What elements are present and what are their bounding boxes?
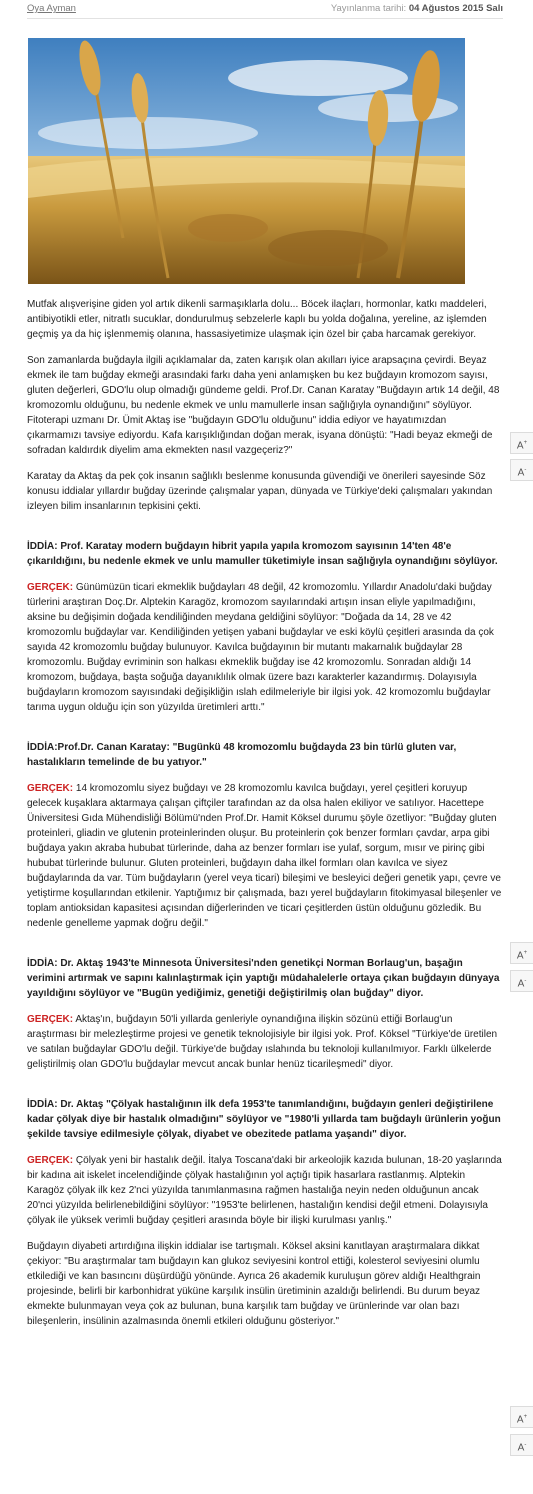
font-decrease-button[interactable] [510, 970, 533, 992]
font-increase-sign: + [523, 950, 528, 956]
claim-heading: İDDİA: Prof. Karatay modern buğdayın hibrit yapıla yapıla kromozom sayısının 14'ten 48'e çıkarıldığını, bu nedenle ekmek ve unlu mamuller tüketimiyle insan sağlığıyla oynandığını söylüyor. [27, 541, 498, 567]
publish-date [331, 3, 503, 14]
section-gap [27, 1083, 503, 1097]
article-body [27, 297, 503, 1340]
fact-text: Çölyak yeni bir hastalık değil. İtalya Toscana'daki bir arkeolojik kazıda bulunan, 18-20 yaşlarında bir kadına ait iskelet incelendiğinde çölyak hastalığının yol açtığı tipik hasarlara rastlanmış. Alptekin Karagöz çölyak ilk kez 2'nci yüzyılda tanımlanmasına rağmen hastalığa neyin neden olduğunun ancak 20'nci yüzyılda belirlenebildiğini söylüyor: "1953'te belirlenen, hastalığın kendisi değil etmeni. Dolayısıyla çölyak ile yüksek verimli buğday çeşitleri arasında böyle bir ilişki kurulması yanlış." [27, 1155, 502, 1226]
font-decrease-label: A [517, 1442, 525, 1454]
section-gap [27, 942, 503, 956]
font-increase-label: A [516, 440, 524, 452]
fact-label: GERÇEK: [27, 783, 74, 794]
claim-heading: İDDİA: Dr. Aktaş 1943'te Minnesota Üniversitesi'nden genetikçi Norman Borlaug'un, başağın verimini artırmak ve sapını kalınlaştırmak için yaptığı müdahalelerle ortaya çıkan buğdayın dünyaya yayıldığını söylüyor ve "Bugün yediğimiz, genetiği değiştirilmiş olan buğday" diyor. [27, 958, 500, 999]
font-increase-button[interactable] [510, 432, 533, 454]
header-divider [27, 18, 503, 19]
fact-paragraph [27, 781, 503, 931]
font-increase-button[interactable] [510, 1406, 533, 1428]
fact-paragraph [27, 1153, 503, 1228]
wheat-field-photo [28, 38, 465, 284]
article-paragraph: Son zamanlarda buğdayla ilgili açıklamalar da, zaten karışık olan akılları iyice arapsaçına çevirdi. Beyaz ekmek ile tam buğday ekmeği arasındaki farkı daha yeni anlamışken bu kez buğdayın kromozom sayısı, gluten değerleri, GDO'lu olup olmadığı gündeme geldi. Prof.Dr. Canan Karatay "Buğdayın artık 14 değil, 48 kromozomlu olduğunu, bu nedenle ekmek ve unlu mamullerle insan sağlığıyla oynandığını" söylüyor. Fitoterapi uzmanı Dr. Ümit Aktaş ise "buğdayın GDO'lu olduğunu" iddia ediyor ve hayatımızdan çıkarmamızı tavsiye ediyordu. Kafa karışıklığından doğan merak, isyana dönüştü: "Hadi beyaz ekmeği de sofradan kaldırdık diyelim ama ekmekten nasıl vazgeçeriz?" [27, 355, 500, 456]
claim-heading: İDDİA:Prof.Dr. Canan Karatay: "Bugünkü 48 kromozomlu buğdayda 23 bin türlü gluten var, hastalıkların temelinde de bu yatıyor." [27, 742, 457, 768]
font-increase-button[interactable] [510, 942, 533, 964]
font-increase-sign: + [523, 1414, 528, 1420]
fact-text: 14 kromozomlu siyez buğdayı ve 28 kromozomlu kavılca buğdayı, yerel çeşitleri koruyup gelecek kuşaklara aktarmaya çalışan çiftçiler tarafından az da olsa halen ekiliyor ve satılıyor. Hacettepe Üniversitesi Gıda Mühendisliği Bölümü'nden Prof.Dr. Hamit Köksel durumu şöyle özetliyor: "Buğday gluten proteinleri, gliadin ve glutenin proteinlerinden oluşur. Bu proteinlerin çok benzer formları çavdar, arpa gibi buğdaya yakın akraba hububat türlerinde, daha az benzer formları ise yulaf, sorgum, mısır ve pirinç gibi hububat türlerinde bulunur. Gluten proteinleri, buğdayın daha ilkel formları olan kavılca ve siyez buğdaylarında da var. Tüm buğdayların (yerel veya ticari) bileşimi ve besleyici değeri genetik yapı, çevre ve yetiştirme koşullarından etkilenir. Yaptığımız bir çalışmada, bazı yerel buğdayların fitokimyasal bileşenler ve toplam antioksidan kapasitesi açısından diğerlerinden ve ticari çeşitlerden üstün olduğunu gözledik. Bu nedenle genelleme yapmak doğru değil." [27, 783, 502, 929]
article-paragraph: Buğdayın diyabeti artırdığına ilişkin iddialar ise tartışmalı. Köksel aksini kanıtlayan araştırmalara dikkat çekiyor: "Bu araştırmalar tam buğdayın kan glukoz seviyesini kontrol ettiği, kolesterol seviyesini olumlu etkilediği ve kan basıncını düşürdüğü yönünde. Ayrıca 26 akademik kuruluşun görev aldığı Healthgrain projesinde, belirli bir karbonhidrat yüküne karşılık insülin üretiminin azaldığı belirlendi. Bu durum beyaz ekmekte bulunmayan veya çok az bulunan, buna karşılık tam buğday ve ürünlerinde var olan bazı bileşenlerin, insülinin azalmasında önemli etkileri olduğunu gösteriyor." [27, 1241, 481, 1327]
article-paragraph: Mutfak alışverişine giden yol artık dikenli sarmaşıklarla dolu... Böcek ilaçları, hormonlar, katkı maddeleri, antibiyotikli etler, nitratlı sucuklar, dondurulmuş sebzelerle kaplı bu yolda doğalına, yereline, az işlemden geçmiş ya da hiç işlenmemiş olanına, hassasiyetimize ulaşmak için özel bir çaba harcamak gerekiyor. [27, 299, 487, 340]
font-decrease-label: A [517, 978, 525, 990]
fact-paragraph [27, 1012, 503, 1072]
publish-date-label: Yayınlanma tarihi: [330, 3, 407, 14]
claim-heading: İDDİA: Dr. Aktaş "Çölyak hastalığının ilk defa 1953'te tanımlandığını, buğdayın genleri değiştirilene kadar çölyak diye bir hastalık olmadığını" söylüyor ve "1980'li yıllarda tam buğdaylı ürünlerin yoğun şekilde tavsiye edilmesiyle çölyak, diyabet ve obezitede patlama yaşandı" diyor. [27, 1099, 501, 1140]
author-link[interactable]: Oya Ayman [27, 3, 76, 14]
article-meta-bar [27, 3, 503, 17]
font-decrease-sign: - [524, 1442, 527, 1448]
font-decrease-sign: - [524, 467, 527, 473]
fact-text: Aktaş'ın, buğdayın 50'li yıllarda genleriyle oynandığına ilişkin sözünü ettiği Borlaug'un araştırması bir melezleştirme projesi ve genetik teknolojisiyle bir ilgisi yok. Prof. Köksel "Türkiye'de üretilen ve satılan buğdaylar GDO'lu değil. Türkiye'de buğday ıslahında bu teknoloji kullanılmıyor. Farklı ülkelerde geliştirilmiş olan GDO'lu buğdaylar mevcut ancak bunlar henüz ticarileşmedi" diyor. [27, 1014, 498, 1070]
section-gap [27, 525, 503, 539]
font-decrease-label: A [517, 467, 525, 479]
publish-date-value: 04 Ağustos 2015 Salı [408, 3, 503, 14]
wheat-field-icon [28, 38, 465, 284]
font-decrease-button[interactable] [510, 1434, 533, 1456]
font-increase-label: A [516, 950, 524, 962]
fact-label: GERÇEK: [27, 1014, 74, 1025]
fact-label: GERÇEK: [27, 582, 74, 593]
font-increase-label: A [516, 1414, 524, 1426]
font-decrease-button[interactable] [510, 459, 533, 481]
font-increase-sign: + [523, 440, 528, 446]
fact-text: Günümüzün ticari ekmeklik buğdayları 48 değil, 42 kromozomlu. Yıllardır Anadolu'daki buğday türlerini araştıran Doç.Dr. Alptekin Karagöz, kromozom sayılarındaki artışın insan eliyle yapılmadığını, aksine bu değişimin doğada kendiliğinden meydana geldiğini söylüyor: "Doğada da 14, 28 ve 42 kromozomlu buğdaylar var. Kendiliğinden yetişen yabani buğdaylar ve eski köylü çeşitleri arasında da çok sayıda 42 kromozomlu buğday bulunuyor. Kavılca buğdayının bir mutantı makarnalık buğdaylar 28 kromozomlu. Buğday evriminin son halkası ekmeklik buğday ise 42 kromozomlu. Sonradan aldığı 14 kromozom, buğdaya, başta soğuğa dayanıklılık olmak üzere bazı karakterler kazandırmış. Dolayısıyla buğdayların kromozom sayısındaki değişikliğin ıslah edilmeleriyle bir ilgisi yok. 42 kromozomlu buğdaylar tarıma uygun olduğu için son yüzyılda üretimleri arttı." [27, 582, 494, 713]
article-paragraph: Karatay da Aktaş da pek çok insanın sağlıklı beslenme konusunda güvendiği ve önerileri sayesinde Söz konusu iddialar yıllardır buğday üzerinde çalışmalar yapan, dünyada ve Türkiye'deki çalışmaları yakından izleyen bilim insanlarının tepkisini çekti. [27, 471, 493, 512]
section-gap [27, 726, 503, 740]
font-decrease-sign: - [524, 978, 527, 984]
fact-label: GERÇEK: [27, 1155, 74, 1166]
fact-paragraph [27, 580, 503, 715]
